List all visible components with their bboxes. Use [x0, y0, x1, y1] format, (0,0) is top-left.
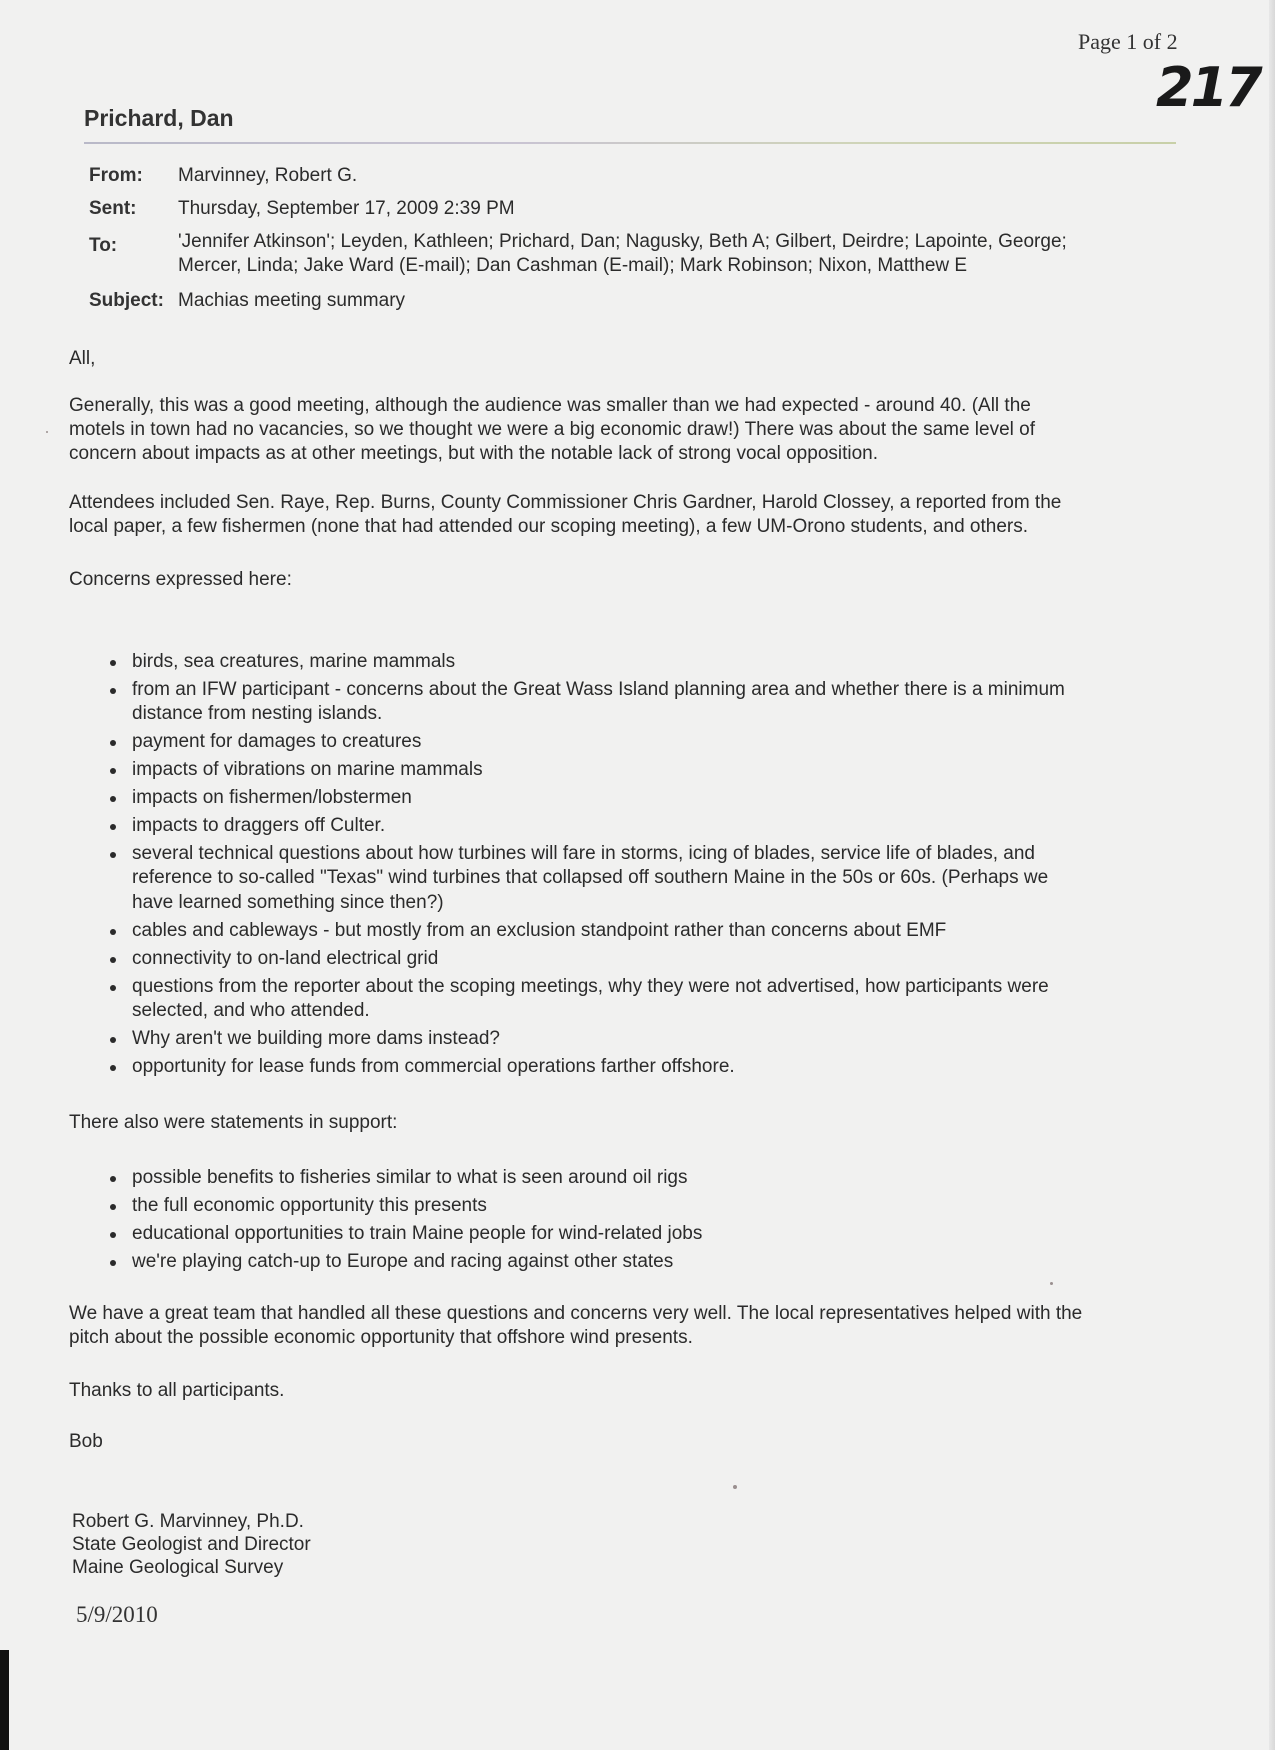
paragraph-closing — [69, 1302, 1199, 1350]
concern-line: distance from nesting islands. — [132, 703, 383, 725]
concern-item — [108, 678, 1178, 727]
concern-item — [108, 947, 1178, 972]
scan-speck — [1050, 1282, 1053, 1285]
support-item: educational opportunities to train Maine people for wind-related jobs — [108, 1222, 1178, 1247]
from-value: Marvinney, Robert G. — [178, 165, 358, 186]
concern-item — [108, 1055, 1178, 1080]
concern-item — [108, 814, 1178, 839]
handwritten-page-annotation: 217 — [1156, 56, 1260, 119]
paragraph-line: Generally, this was a good meeting, although the audience was smaller than we had expected - around 40. (All the — [69, 395, 1031, 416]
concerns-list — [108, 650, 1178, 1083]
bullet-icon — [110, 929, 116, 935]
paragraph-line: local paper, a few fishermen (none that had attended our scoping meeting), a few UM-Orono students, and others. — [69, 516, 1028, 537]
concern-line: Why aren't we building more dams instead? — [132, 1027, 500, 1049]
from-label: From: — [89, 165, 143, 186]
concern-item — [108, 1027, 1178, 1052]
bullet-icon — [110, 660, 116, 666]
subject-label: Subject: — [89, 290, 164, 311]
signature-name: Robert G. Marvinney, Ph.D. — [72, 1511, 304, 1532]
bullet-icon — [110, 852, 116, 858]
paragraph-summary — [69, 394, 1199, 466]
signature-title: State Geologist and Director — [72, 1534, 311, 1555]
concerns-intro: Concerns expressed here: — [69, 569, 292, 590]
paragraph-attendees — [69, 491, 1199, 539]
concern-line: payment for damages to creatures — [132, 731, 422, 753]
bullet-icon — [110, 957, 116, 963]
bullet-icon — [110, 1232, 116, 1238]
support-item: the full economic opportunity this presents — [108, 1194, 1178, 1219]
concern-item — [108, 842, 1178, 916]
scan-edge-shadow — [0, 1650, 9, 1750]
concern-line: cables and cableways - but mostly from an exclusion standpoint rather than concerns about EMF — [132, 919, 947, 941]
paragraph-line: concern about impacts as at other meetings, but with the notable lack of strong vocal opposition. — [69, 443, 879, 464]
signature-organization: Maine Geological Survey — [72, 1557, 284, 1578]
print-date: 5/9/2010 — [76, 1602, 158, 1627]
bullet-icon — [110, 768, 116, 774]
concern-line: several technical questions about how turbines will fare in storms, icing of blades, service life of blades, and — [132, 842, 1035, 864]
concern-line: impacts on fishermen/lobstermen — [132, 787, 412, 809]
concern-line: from an IFW participant - concerns about the Great Wass Island planning area and whether there is a minimum — [132, 678, 1065, 700]
concern-item — [108, 758, 1178, 783]
concern-line: selected, and who attended. — [132, 1000, 370, 1022]
support-item: we're playing catch-up to Europe and racing against other states — [108, 1250, 1178, 1275]
support-list — [108, 1166, 1178, 1278]
scan-speck — [733, 1485, 737, 1489]
concern-line: reference to so-called "Texas" wind turbines that collapsed off southern Maine in the 50s or 60s. (Perhaps we — [132, 867, 1049, 889]
support-item: possible benefits to fisheries similar to what is seen around oil rigs — [108, 1166, 1178, 1191]
to-value-line-2: Mercer, Linda; Jake Ward (E-mail); Dan Cashman (E-mail); Mark Robinson; Nixon, Matthew E — [178, 255, 968, 276]
page-number: Page 1 of 2 — [1078, 29, 1178, 54]
subject-value: Machias meeting summary — [178, 290, 406, 311]
header-divider — [84, 142, 1176, 144]
concern-item — [108, 975, 1178, 1024]
thanks-line: Thanks to all participants. — [69, 1380, 285, 1401]
sign-off: Bob — [69, 1431, 103, 1452]
bullet-icon — [110, 796, 116, 802]
sent-label: Sent: — [89, 198, 137, 219]
bullet-icon — [110, 1260, 116, 1266]
to-value-line-1: 'Jennifer Atkinson'; Leyden, Kathleen; Prichard, Dan; Nagusky, Beth A; Gilbert, Deirdre; Lapointe, George; — [178, 231, 1067, 252]
concern-line: birds, sea creatures, marine mammals — [132, 651, 456, 672]
concern-line: connectivity to on-land electrical grid — [132, 947, 439, 969]
bullet-icon — [110, 740, 116, 746]
concern-item — [108, 650, 1178, 675]
paragraph-line: Attendees included Sen. Raye, Rep. Burns, County Commissioner Chris Gardner, Harold Clossey, a reported from the — [69, 492, 1062, 513]
mailbox-owner-name: Prichard, Dan — [84, 105, 234, 131]
concern-line: opportunity for lease funds from commercial operations farther offshore. — [132, 1055, 735, 1077]
support-intro: There also were statements in support: — [69, 1112, 398, 1133]
concern-line: impacts to draggers off Culter. — [132, 814, 386, 836]
bullet-icon — [110, 1204, 116, 1210]
bullet-icon — [110, 985, 116, 991]
to-label: To: — [89, 235, 118, 256]
bullet-icon — [110, 824, 116, 830]
bullet-icon — [110, 688, 116, 694]
concern-line: impacts of vibrations on marine mammals — [132, 759, 483, 781]
scan-edge-right — [1269, 0, 1275, 1750]
bullet-icon — [110, 1176, 116, 1182]
scan-speck — [46, 431, 48, 433]
concern-item — [108, 786, 1178, 811]
concern-item — [108, 730, 1178, 755]
bullet-icon — [110, 1065, 116, 1071]
sent-value: Thursday, September 17, 2009 2:39 PM — [178, 198, 515, 219]
bullet-icon — [110, 1037, 116, 1043]
concern-line: questions from the reporter about the scoping meetings, why they were not advertised, how participants were — [132, 975, 1049, 997]
concern-line: have learned something since then?) — [132, 891, 444, 913]
paragraph-line: motels in town had no vacancies, so we thought we were a big economic draw!) There was about the same level of — [69, 419, 1036, 440]
paragraph-line: We have a great team that handled all these questions and concerns very well. The local representatives helped with the — [69, 1303, 1083, 1324]
greeting: All, — [69, 348, 96, 369]
concern-item — [108, 919, 1178, 944]
paragraph-line: pitch about the possible economic opportunity that offshore wind presents. — [69, 1327, 693, 1348]
